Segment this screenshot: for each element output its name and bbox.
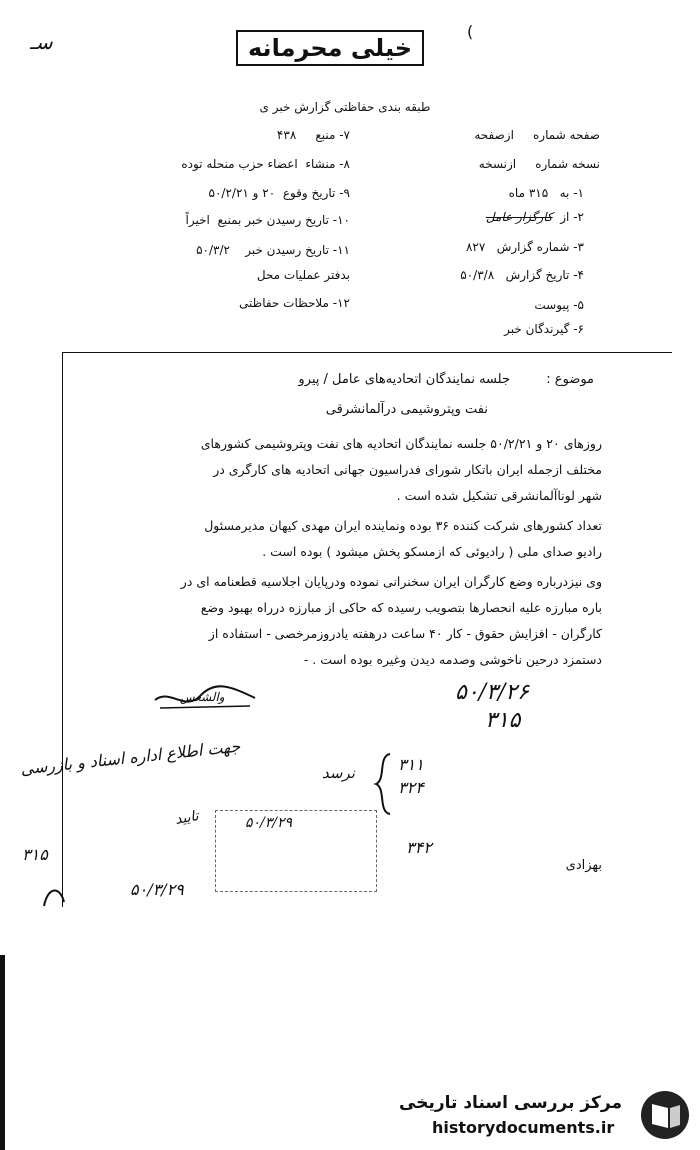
body-line-3: تعداد کشورهای شرکت کننده ۳۶ بوده ونماینده ایران مهدی کیهان مدیرمسئول: [204, 518, 602, 533]
mid-number: ۳۴۲: [406, 838, 432, 857]
right-number-1: ۳۲۴: [398, 778, 424, 797]
scan-edge: [0, 955, 5, 1150]
right-field-1: نسخه شماره ازنسخه: [478, 157, 600, 171]
right-number-0: ۳۱۱: [398, 755, 424, 774]
left-field-0: ۷- منبع ۴۳۸: [276, 128, 350, 142]
body-line-0: روزهای ۲۰ و ۵۰/۲/۲۱ جلسه نمایندگان اتحادیه های نفت وپتروشیمی کشورهای: [200, 436, 602, 451]
top-left-mark: سـ: [30, 30, 53, 54]
left-scribble: [40, 880, 70, 914]
right-field-6: ۵- پیوست: [534, 298, 584, 312]
body-line-5: وی نیزدرباره وضع کارگران ایران سخنرانی نموده ودرپایان اجلاسیه قطعنامه ای در: [180, 574, 602, 589]
watermark-logo-icon: [638, 1088, 692, 1146]
body-line-7: کارگران - افزایش حقوق - کار ۴۰ ساعت درهفته یادروزمرخصی - استفاده از: [208, 626, 602, 641]
stamp-date: ۵۰/۳/۲۹: [245, 815, 293, 831]
left-field-1: ۸- منشاء اعضاء حزب منحله توده: [181, 157, 350, 171]
left-field-5: بدفتر عملیات محل: [256, 268, 350, 282]
body-line-2: شهر لوناآلمانشرقی تشکیل شده است .: [396, 488, 602, 503]
body-line-4: رادیو صدای ملی ( رادیوئی که ازمسکو پخش میشود ) بوده است .: [262, 544, 602, 559]
handwritten-left: ۳۱۵: [22, 845, 48, 864]
body-left-rule: [62, 352, 63, 907]
paren-mark: (: [467, 22, 474, 41]
office-stamp: [215, 810, 377, 892]
body-top-rule: [62, 352, 672, 353]
left-field-4: ۱۱- تاریخ رسیدن خبر ۵۰/۳/۲: [196, 243, 350, 257]
classification-subtitle: طبقه بندی حفاظتی گزارش خبر ی: [259, 100, 431, 114]
handwritten-date: ۵۰/۳/۲۶: [455, 680, 529, 705]
right-field-3: ۲- از کارگزار عامل: [485, 210, 584, 224]
subject-line-1: جلسه نمایندگان اتحادیه‌های عامل / پیرو: [298, 372, 510, 387]
margin-note: جهت اطلاع اداره اسناد و بازرسی: [19, 736, 242, 779]
body-line-1: مختلف ازجمله ایران باتکار شورای فدراسیون جهانی اتحادیه های کارگری در: [213, 462, 602, 477]
body-line-6: باره مبارزه علیه انحصارها بتصویب رسیده که حاکی از مبارزه درراه بهبود وضع: [200, 600, 602, 615]
left-field-3: ۱۰- تاریخ رسیدن خبر بمنبع اخیراً: [185, 213, 350, 227]
right-field-5: ۴- تاریخ گزارش ۵۰/۳/۸: [460, 268, 584, 282]
subject-label: موضوع :: [546, 372, 594, 387]
watermark-persian: مرکز بررسی اسناد تاریخی: [399, 1093, 622, 1113]
date-left-bottom: ۵۰/۳/۲۹: [130, 880, 184, 899]
margin-note-2: تایید: [173, 808, 200, 828]
right-field-2: ۱- به ۳۱۵ ماه: [508, 186, 584, 200]
body-line-8: دستمزد درحین ناخوشی وصدمه دیدن وغیره بوده است . -: [303, 652, 602, 667]
subject-line-2: نفت وپتروشیمی درآلمانشرقی: [325, 402, 488, 417]
right-field-0: صفحه شماره ازصفحه: [474, 128, 600, 142]
handwritten-code: ۳۱۵: [485, 708, 521, 733]
signature-text: والشعس: [180, 690, 225, 704]
classification-stamp: خیلی محرمانه: [236, 30, 424, 66]
signoff: بهزادی: [565, 858, 602, 873]
right-note: نرسد: [322, 764, 355, 782]
left-field-6: ۱۲- ملاحظات حفاظتی: [239, 296, 350, 310]
left-field-2: ۹- تاریخ وقوع ۲۰ و ۵۰/۲/۲۱: [208, 186, 350, 200]
watermark-latin: historydocuments.ir: [432, 1118, 615, 1137]
right-field-4: ۳- شماره گزارش ۸۲۷: [465, 240, 584, 254]
right-field-7: ۶- گیرندگان خبر: [504, 322, 584, 336]
